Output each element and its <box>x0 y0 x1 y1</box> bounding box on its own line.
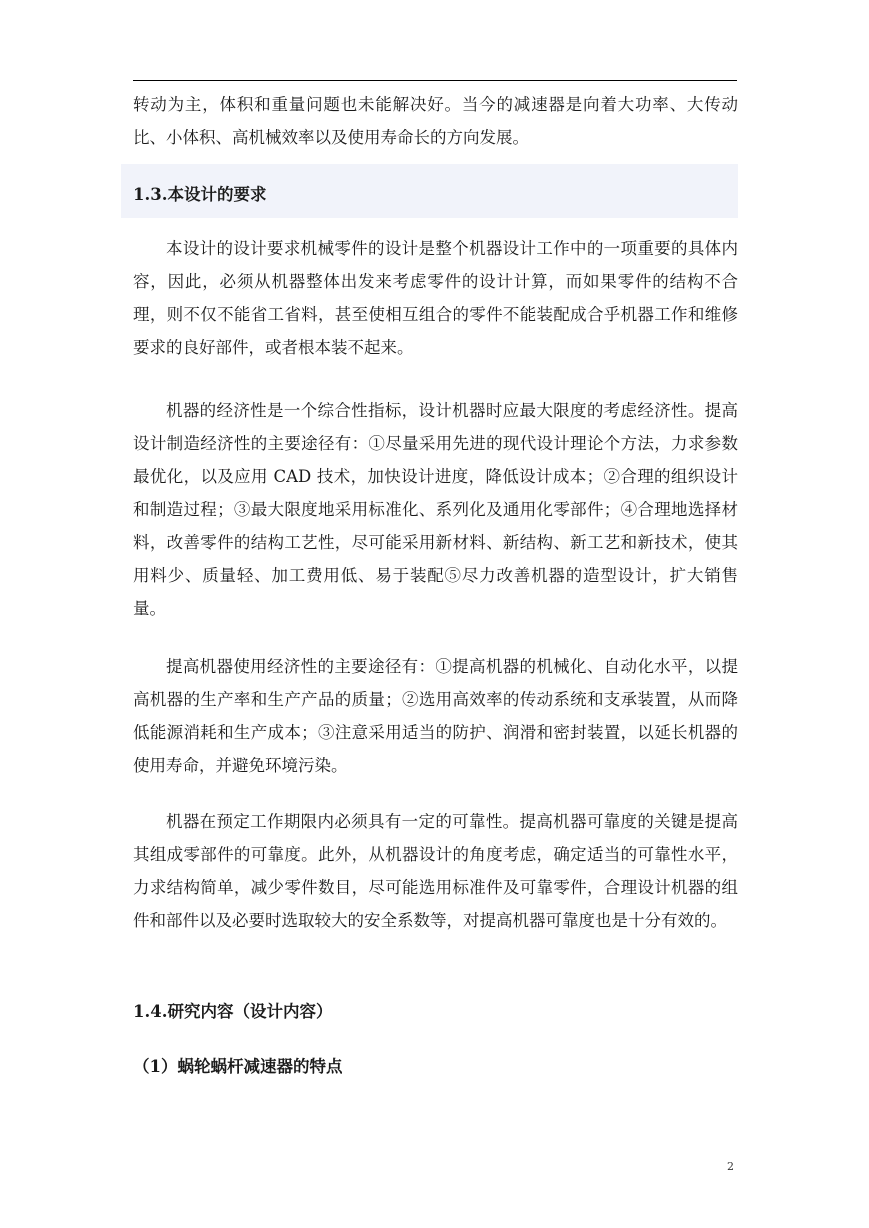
page-number: 2 <box>727 1160 734 1173</box>
section-heading-1-4: 1.4.研究内容（设计内容） <box>133 1002 333 1021</box>
paragraph-design-requirements: 本设计的设计要求机械零件的设计是整个机器设计工作中的一项重要的具体内容，因此，必须从机器整体出发来考虑零件的设计计算，而如果零件的结构不合理，则不仅不能省工省料，甚至使相互组合的零件不能装配成合乎机器工作和维修要求的良好部件，或者根本装不起来。 <box>133 239 738 357</box>
paragraph-economy: 机器的经济性是一个综合性指标，设计机器时应最大限度的考虑经济性。提高设计制造经济性的主要途径有：①尽量采用先进的现代设计理论个方法，力求参数最优化，以及应用 CAD 技术，加快设计进度，降低设计成本；②合理的组织设计和制造过程；③最大限度地采用标准化、系列化及通用化零部件；④合理地选择材料，改善零件的结构工艺性，尽可能采用新材料、新结构、新工艺和新技术，使其用料少、质量轻、加工费用低、易于装配⑤尽力改善机器的造型设计，扩大销售量。 <box>133 401 738 618</box>
subsection-heading-1: （1）蜗轮蜗杆减速器的特点 <box>133 1057 343 1076</box>
section-heading-1-3: 1.3.本设计的要求 <box>133 185 267 204</box>
header-rule <box>133 80 737 81</box>
intro-paragraph: 转动为主，体积和重量问题也未能解决好。当今的减速器是向着大功率、大传动比、小体积、高机械效率以及使用寿命长的方向发展。 <box>133 95 738 147</box>
paragraph-reliability: 机器在预定工作期限内必须具有一定的可靠性。提高机器可靠度的关键是提高其组成零部件的可靠度。此外，从机器设计的角度考虑，确定适当的可靠性水平，力求结构简单，减少零件数目，尽可能选用标准件及可靠零件，合理设计机器的组件和部件以及必要时选取较大的安全系数等，对提高机器可靠度也是十分有效的。 <box>133 812 738 930</box>
paragraph-use-economy: 提高机器使用经济性的主要途径有：①提高机器的机械化、自动化水平，以提高机器的生产率和生产产品的质量；②选用高效率的传动系统和支承装置，从而降低能源消耗和生产成本；③注意采用适当的防护、润滑和密封装置，以延长机器的使用寿命，并避免环境污染。 <box>133 657 738 775</box>
